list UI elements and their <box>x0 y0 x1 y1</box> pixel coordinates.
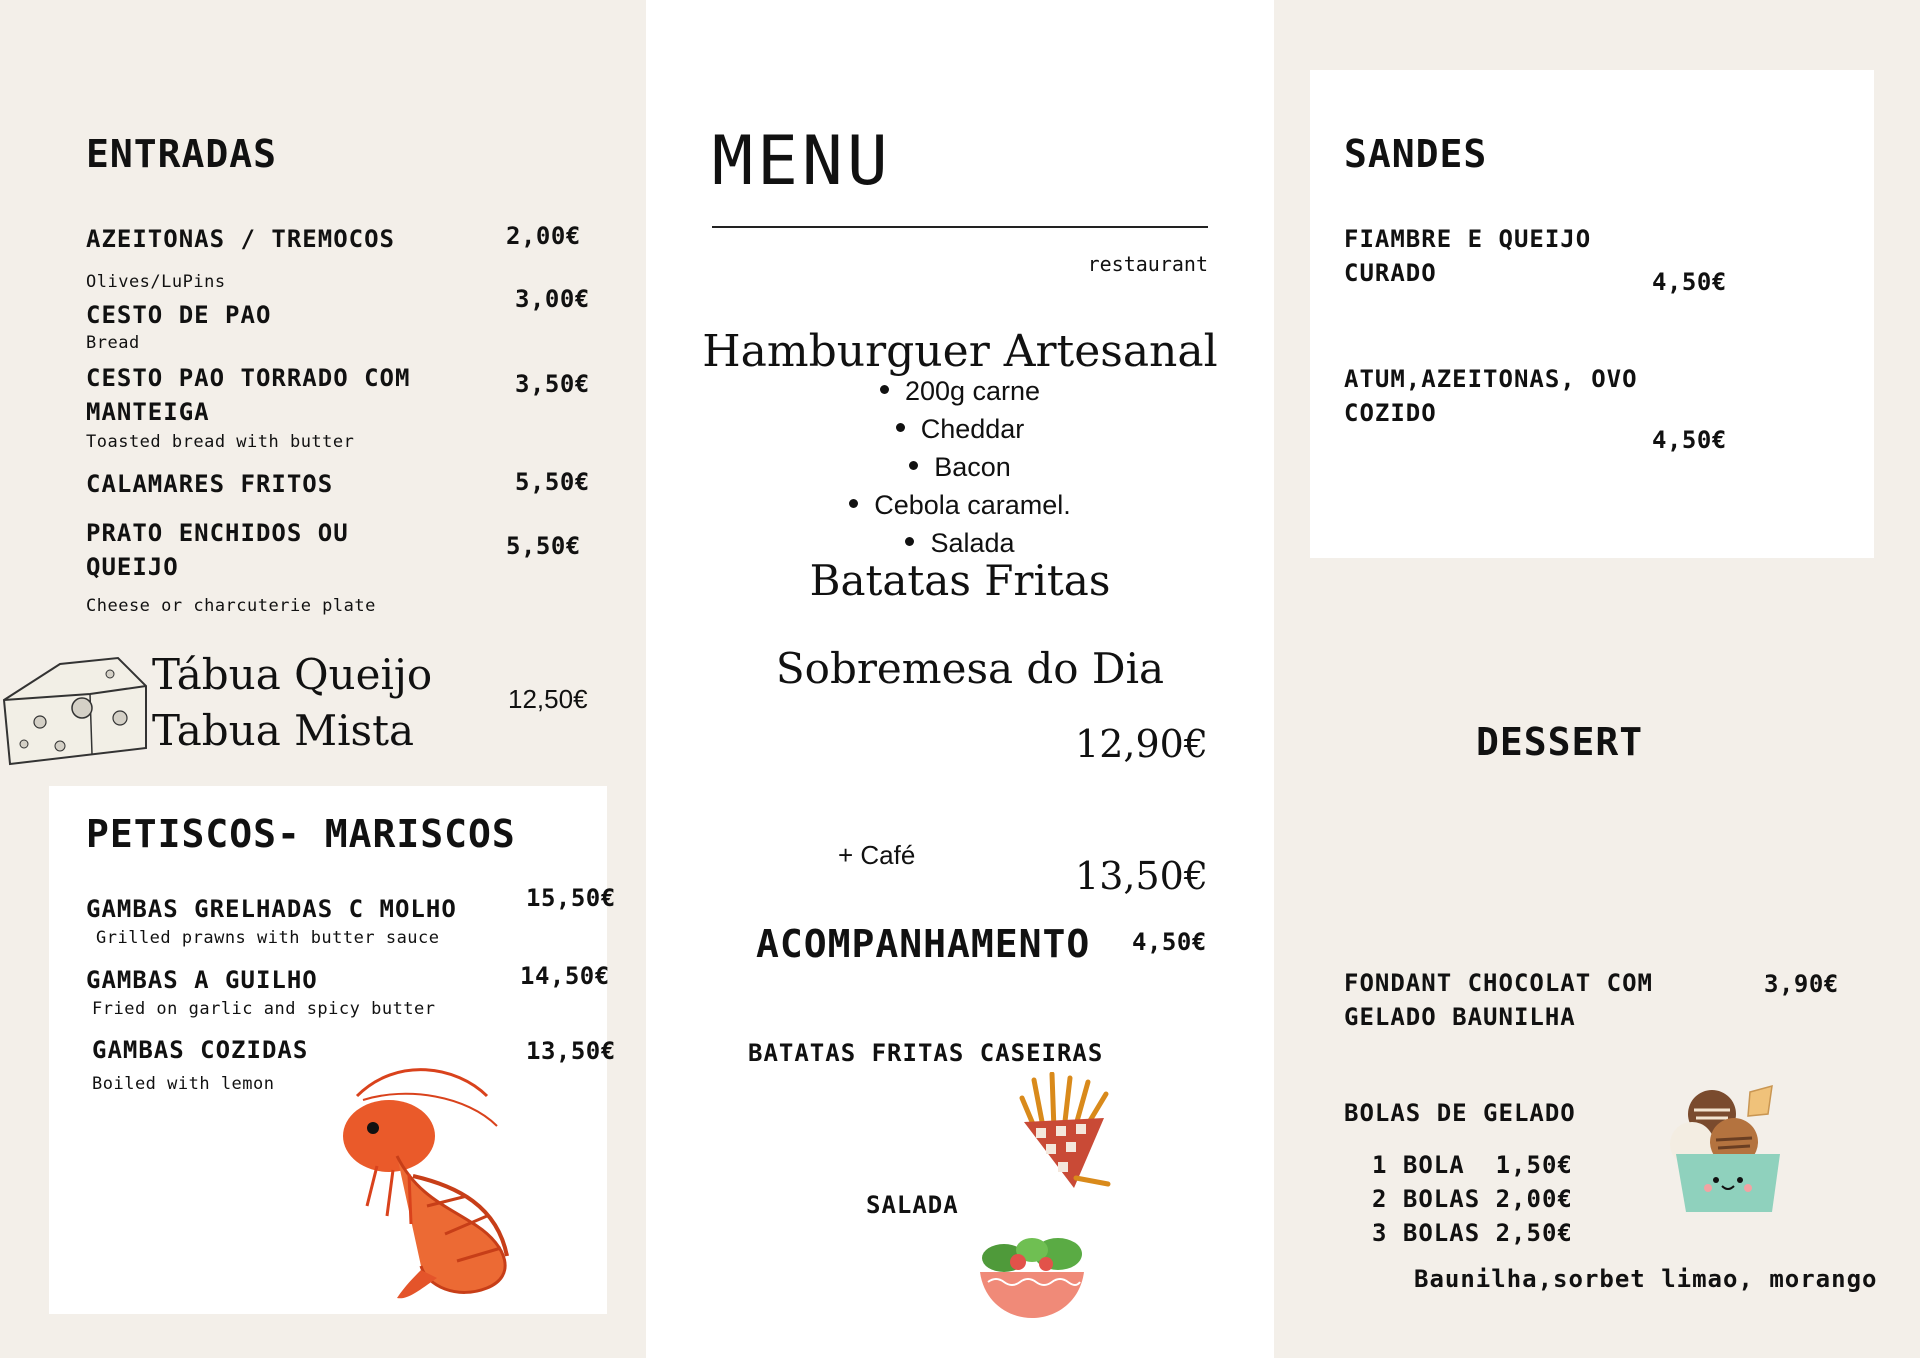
price-tabua: 12,50€ <box>508 684 588 714</box>
ingredient-item: Cebola caramel. <box>792 486 1128 524</box>
ingredient-item: 200g carne <box>792 372 1128 410</box>
bolas-option-3: 3 BOLAS 2,50€ <box>1372 1219 1573 1247</box>
ingredient-item: Salada <box>792 524 1128 562</box>
price-calamares: 5,50€ <box>515 468 590 496</box>
entradas-title: ENTRADAS <box>86 132 278 176</box>
price-azeitonas: 2,00€ <box>506 222 581 250</box>
item-atum-1: ATUM,AZEITONAS, OVO <box>1344 365 1638 393</box>
petiscos-card <box>49 786 616 1314</box>
item-cesto-pao: CESTO DE PAO <box>86 301 272 329</box>
item-pao-torrado-2: MANTEIGA <box>86 398 210 426</box>
bolas-title: BOLAS DE GELADO <box>1344 1099 1576 1127</box>
sub-azeitonas: Olives/LuPins <box>86 272 226 292</box>
item-fondant-1: FONDANT CHOCOLAT COM <box>1344 969 1653 997</box>
bolas-option-2: 2 BOLAS 2,00€ <box>1372 1185 1573 1213</box>
acomp-fries: BATATAS FRITAS CASEIRAS <box>748 1039 1104 1067</box>
sub-gambas-cozidas: Boiled with lemon <box>92 1074 275 1094</box>
right-panel <box>1274 0 1920 1358</box>
item-prato-enchidos-1: PRATO ENCHIDOS OU <box>86 519 349 547</box>
item-prato-enchidos-2: QUEIJO <box>86 553 179 581</box>
price-gambas-guilho: 14,50€ <box>520 962 610 990</box>
fries-title: Batatas Fritas <box>809 556 1111 605</box>
price-fondant: 3,90€ <box>1764 970 1839 998</box>
acomp-price: 4,50€ <box>1132 928 1207 956</box>
price-menu: 12,90€ <box>1075 722 1208 766</box>
flavours: Baunilha,sorbet limao, morango <box>1414 1265 1878 1293</box>
burger-title: Hamburguer Artesanal <box>702 326 1218 377</box>
ice-cream-icon <box>1668 1080 1788 1216</box>
petiscos-title: PETISCOS- MARISCOS <box>86 812 516 856</box>
sandes-card <box>1310 70 1874 558</box>
menu-title: MENU <box>712 122 892 201</box>
item-fondant-2: GELADO BAUNILHA <box>1344 1003 1576 1031</box>
price-gambas-grelhadas: 15,50€ <box>526 884 616 912</box>
acomp-salada: SALADA <box>866 1191 959 1219</box>
item-pao-torrado-1: CESTO PAO TORRADO COM <box>86 364 411 392</box>
burger-ingredients <box>792 372 1128 562</box>
middle-panel <box>646 0 1274 1358</box>
sub-gambas-guilho: Fried on garlic and spicy butter <box>92 999 436 1019</box>
item-atum-2: COZIDO <box>1344 399 1437 427</box>
ingredient-item: Bacon <box>792 448 1128 486</box>
dessert-title: DESSERT <box>1476 720 1644 764</box>
salad-bowl-icon <box>976 1232 1088 1320</box>
price-atum: 4,50€ <box>1652 426 1727 454</box>
menu-subtitle: restaurant <box>1087 252 1208 276</box>
item-calamares: CALAMARES FRITOS <box>86 470 334 498</box>
price-menu-cafe: 13,50€ <box>1075 854 1208 898</box>
tabua-mista: Tabua Mista <box>152 706 415 755</box>
acomp-title: ACOMPANHAMENTO <box>756 922 1091 966</box>
left-panel <box>0 0 646 1358</box>
cafe-label: + Café <box>838 840 916 870</box>
bolas-option-1: 1 BOLA 1,50€ <box>1372 1151 1573 1179</box>
price-fiambre: 4,50€ <box>1652 268 1727 296</box>
title-divider <box>712 226 1208 228</box>
price-prato-enchidos: 5,50€ <box>506 532 581 560</box>
sub-cesto-pao: Bread <box>86 333 140 353</box>
fries-icon <box>1014 1072 1124 1194</box>
sandes-title: SANDES <box>1344 132 1488 176</box>
item-azeitonas: AZEITONAS / TREMOCOS <box>86 225 395 253</box>
item-gambas-cozidas: GAMBAS COZIDAS <box>92 1036 309 1064</box>
sub-gambas-grelhadas: Grilled prawns with butter sauce <box>96 928 440 948</box>
sub-pao-torrado: Toasted bread with butter <box>86 432 355 452</box>
sub-prato-enchidos: Cheese or charcuterie plate <box>86 596 376 616</box>
item-gambas-guilho: GAMBAS A GUILHO <box>86 966 318 994</box>
ingredient-item: Cheddar <box>792 410 1128 448</box>
item-fiambre-2: CURADO <box>1344 259 1437 287</box>
shrimp-icon <box>317 1056 567 1304</box>
cheese-icon <box>0 646 150 770</box>
price-gambas-cozidas: 13,50€ <box>526 1037 616 1065</box>
item-gambas-grelhadas: GAMBAS GRELHADAS C MOLHO <box>86 895 457 923</box>
dessert-of-day: Sobremesa do Dia <box>775 644 1165 693</box>
tabua-queijo: Tábua Queijo <box>152 650 433 699</box>
item-fiambre-1: FIAMBRE E QUEIJO <box>1344 225 1592 253</box>
price-cesto-pao: 3,00€ <box>515 285 590 313</box>
price-pao-torrado: 3,50€ <box>515 370 590 398</box>
